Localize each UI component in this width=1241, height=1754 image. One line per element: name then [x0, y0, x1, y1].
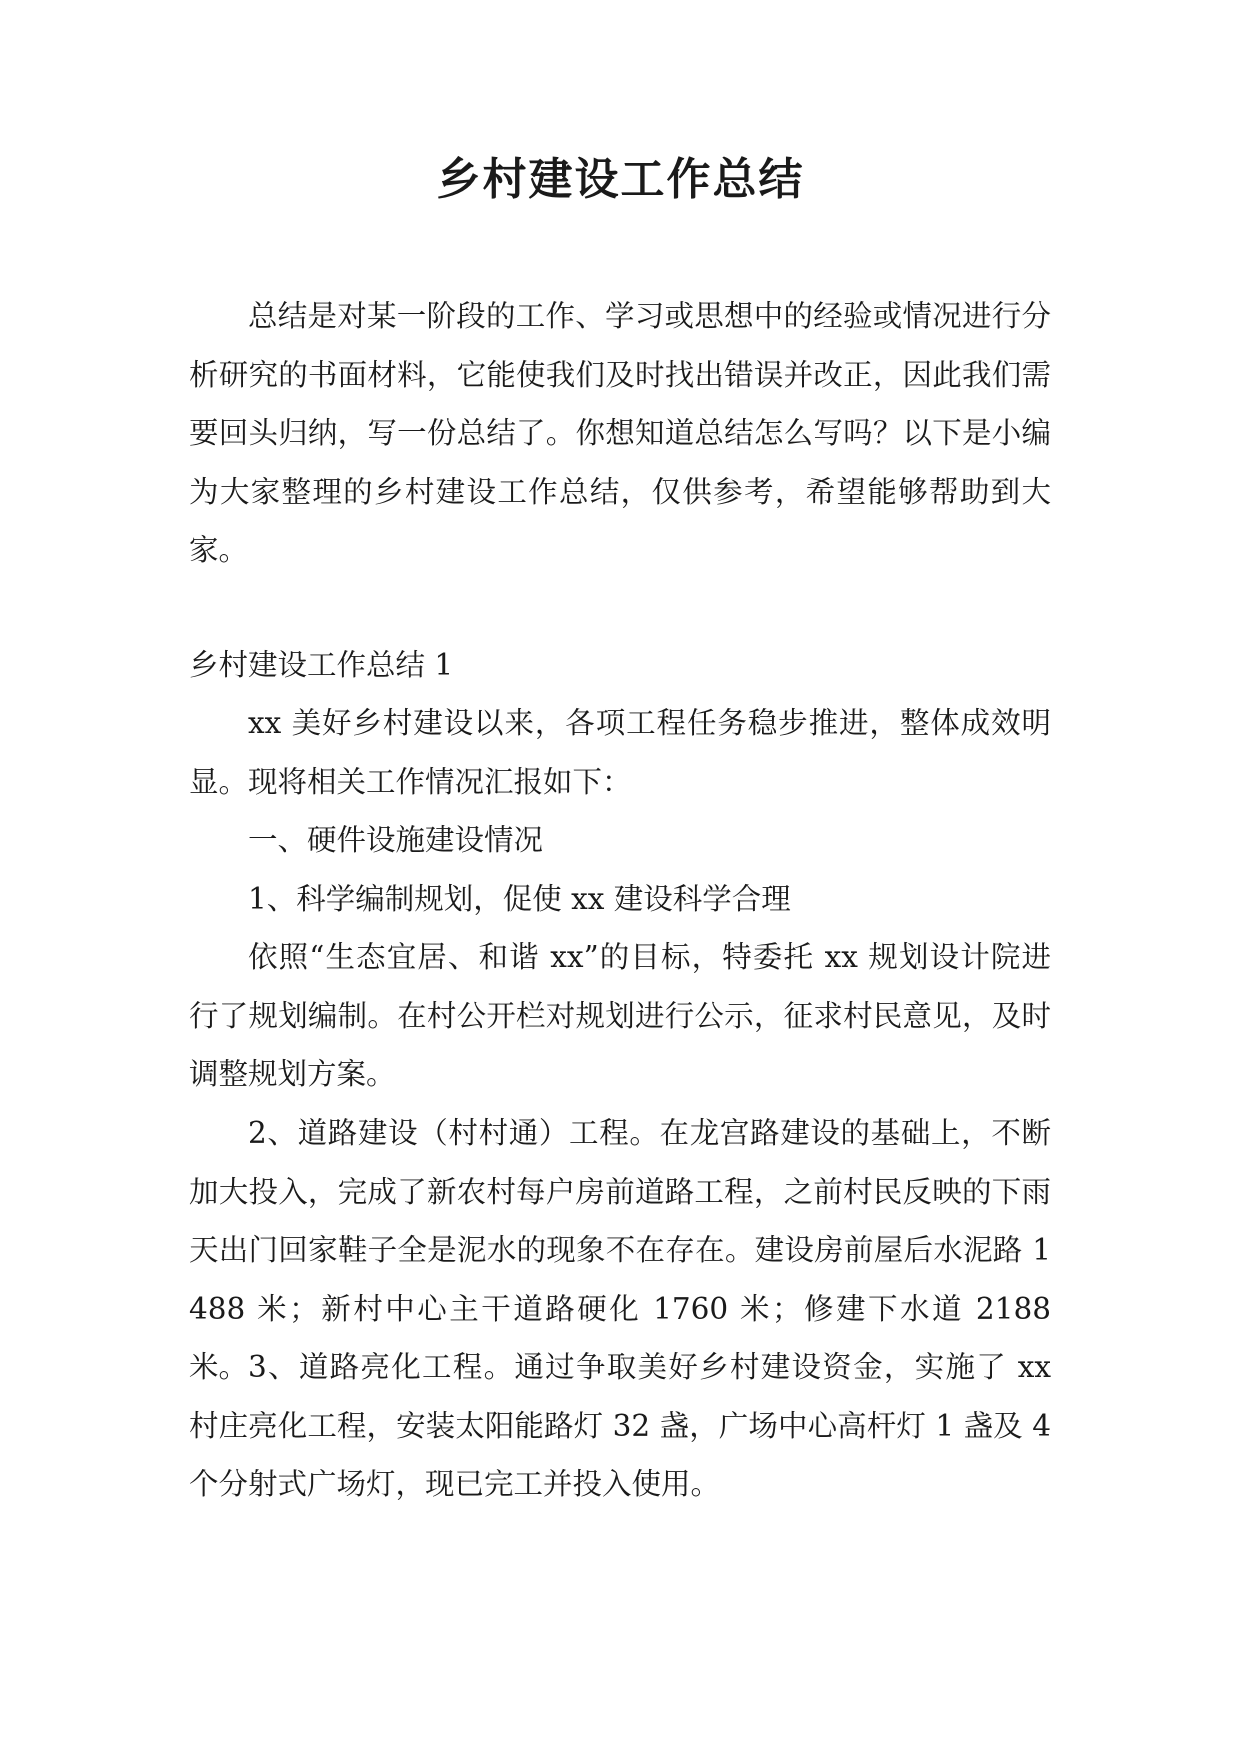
paragraph-road-construction: 2、道路建设（村村通）工程。在龙宫路建设的基础上，不断加大投入，完成了新农村每户房前道路工程，之前村民反映的下雨天出门回家鞋子全是泥水的现象不在存在。建设房前屋后水泥路 1488 米；新村中心主干道路硬化 1760 米；修建下水道 2188 米。: [189, 1116, 1051, 1384]
heading-planning: 1、科学编制规划，促使 xx 建设科学合理: [248, 882, 791, 916]
section-subtitle: 乡村建设工作总结 1: [189, 648, 454, 682]
paragraph-overview: xx 美好乡村建设以来，各项工程任务稳步推进，整体成效明显。现将相关工作情况汇报如下：: [189, 706, 1051, 799]
paragraph-road-lighting: 3、道路亮化工程。通过争取美好乡村建设资金，实施了 xx 村庄亮化工程，安装太阳能路灯 32 盏，广场中心高杆灯 1 盏及 4 个分射式广场灯，现已完工并投入使用。: [189, 1350, 1051, 1501]
heading-hardware: 一、硬件设施建设情况: [248, 823, 544, 857]
document-title: 乡村建设工作总结: [436, 154, 805, 205]
intro-paragraph: 总结是对某一阶段的工作、学习或思想中的经验或情况进行分析研究的书面材料，它能使我们及时找出错误并改正，因此我们需要回头归纳，写一份总结了。你想知道总结怎么写吗？以下是小编为大家整理的乡村建设工作总结，仅供参考，希望能够帮助到大家。: [189, 299, 1051, 567]
paragraph-planning: 依照“生态宜居、和谐 xx”的目标，特委托 xx 规划设计院进行了规划编制。在村公开栏对规划进行公示，征求村民意见，及时调整规划方案。: [189, 940, 1051, 1091]
